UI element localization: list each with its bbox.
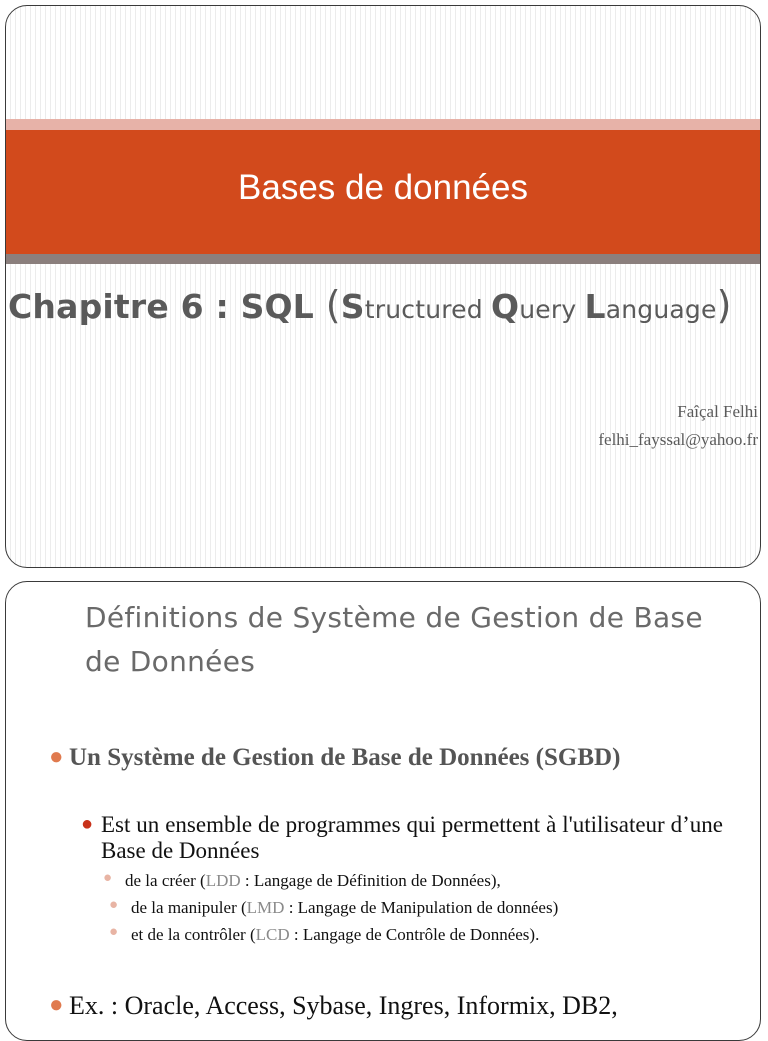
bullet-sgbd-text: Un Système de Gestion de Base de Données (SGBD)	[69, 744, 621, 771]
l-initial: L	[584, 287, 606, 326]
q-rest: uery	[519, 295, 585, 324]
title-band	[6, 130, 760, 254]
sub-bullet-text: : Langage de Contrôle de Données).	[289, 925, 540, 944]
bullet-sgbd	[49, 742, 723, 773]
slide-title: Bases de données	[238, 168, 528, 207]
title-band-top	[6, 119, 760, 130]
s-rest: tructured	[364, 295, 491, 324]
sub-bullet-ldd	[103, 870, 501, 891]
close-paren: )	[716, 283, 732, 327]
s-initial: S	[340, 287, 365, 326]
author-name: Faîçal Felhi	[677, 402, 758, 421]
l-rest: anguage	[605, 295, 717, 324]
abbr-lmd: LMD	[246, 898, 285, 917]
bullet-examples-text: Ex. : Oracle, Access, Sybase, Ingres, Informix, DB2,	[69, 991, 618, 1020]
chapter-subtitle	[8, 283, 732, 327]
bullet-dot-icon: ●	[49, 992, 64, 1018]
bullet-definition-text: Est un ensemble de programmes qui permettent à l'utilisateur d’une Base de Données	[101, 812, 723, 863]
abbr-ldd: LDD	[205, 871, 241, 890]
sub-bullet-text: de la manipuler (	[131, 898, 247, 917]
bullet-dot-icon: ●	[81, 813, 94, 835]
bullet-examples	[49, 990, 723, 1021]
title-slide	[5, 5, 761, 568]
open-paren: (	[325, 283, 341, 327]
author-email: felhi_fayssal@yahoo.fr	[598, 430, 758, 449]
bullet-dot-icon: ●	[109, 897, 119, 913]
bullet-dot-icon: ●	[109, 924, 119, 940]
bullet-dot-icon: ●	[49, 744, 64, 770]
bullet-dot-icon: ●	[103, 870, 113, 886]
sub-bullet-text: : Langage de Manipulation de données)	[284, 898, 559, 917]
sub-bullet-text: et de la contrôler (	[131, 925, 256, 944]
sub-bullet-text: : Langage de Définition de Données),	[240, 871, 501, 890]
slide-heading: Définitions de Système de Gestion de Base de Données	[85, 601, 703, 678]
subtitle-lead: Chapitre 6 : SQL	[8, 287, 326, 326]
sub-bullet-lmd	[109, 897, 559, 918]
sub-bullet-text: de la créer (	[125, 871, 206, 890]
bullet-definition	[81, 812, 723, 864]
title-band-bottom	[6, 254, 760, 264]
q-initial: Q	[490, 287, 520, 326]
sub-bullet-lcd	[109, 924, 540, 945]
definitions-slide	[5, 581, 761, 1041]
abbr-lcd: LCD	[255, 925, 290, 944]
